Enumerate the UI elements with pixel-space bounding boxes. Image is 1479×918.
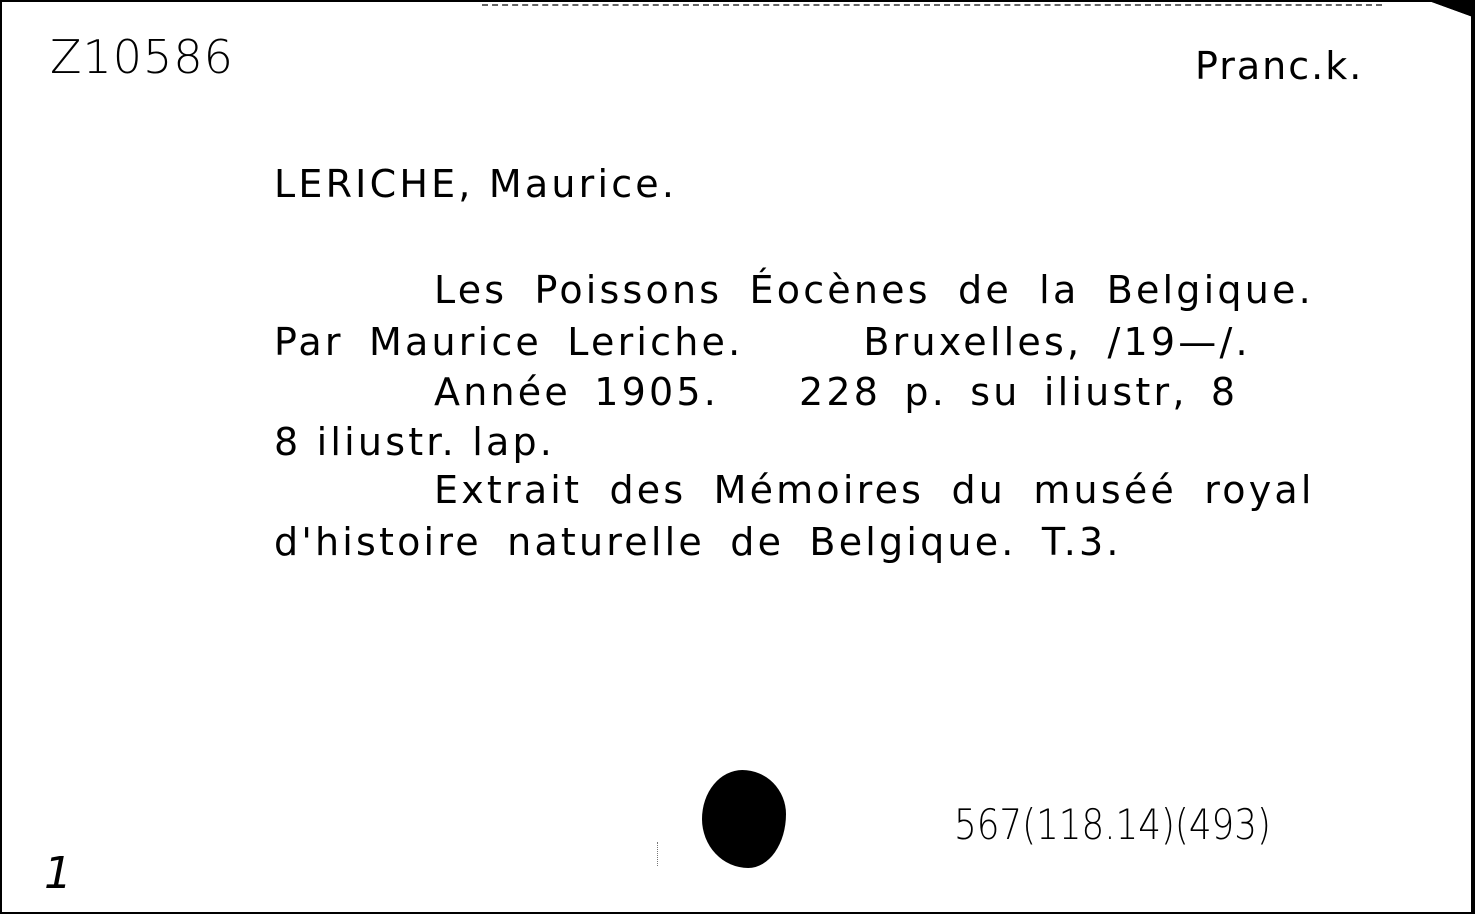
series-line-1: Extrait des Mémoires du muséé royal	[434, 468, 1315, 512]
year-pages-line	[434, 370, 1238, 414]
publication-place: Bruxelles, /19—/.	[863, 320, 1251, 364]
punch-hole	[702, 770, 786, 868]
statement-line	[274, 320, 1251, 364]
publication-year: Année 1905.	[434, 370, 719, 414]
plates-line: 8 iliustr. lap.	[274, 420, 556, 464]
paper-speck	[657, 842, 670, 866]
responsibility-statement: Par Maurice Leriche.	[274, 320, 744, 364]
page-mark: 1	[44, 848, 72, 899]
corner-damage-mark	[1431, 2, 1471, 28]
author-heading: LERICHE, Maurice.	[274, 162, 678, 206]
title-line: Les Poissons Éocènes de la Belgique.	[434, 268, 1314, 312]
pagination: 228 p. su iliustr, 8	[799, 370, 1239, 414]
call-number: Z10586	[50, 30, 234, 84]
series-line-2: d'histoire naturelle de Belgique. T.3.	[274, 520, 1122, 564]
edge-scratch	[482, 4, 1382, 9]
language-code: Pranc.k.	[1195, 44, 1364, 88]
classification-number: 567(118.14)(493)	[954, 800, 1271, 849]
